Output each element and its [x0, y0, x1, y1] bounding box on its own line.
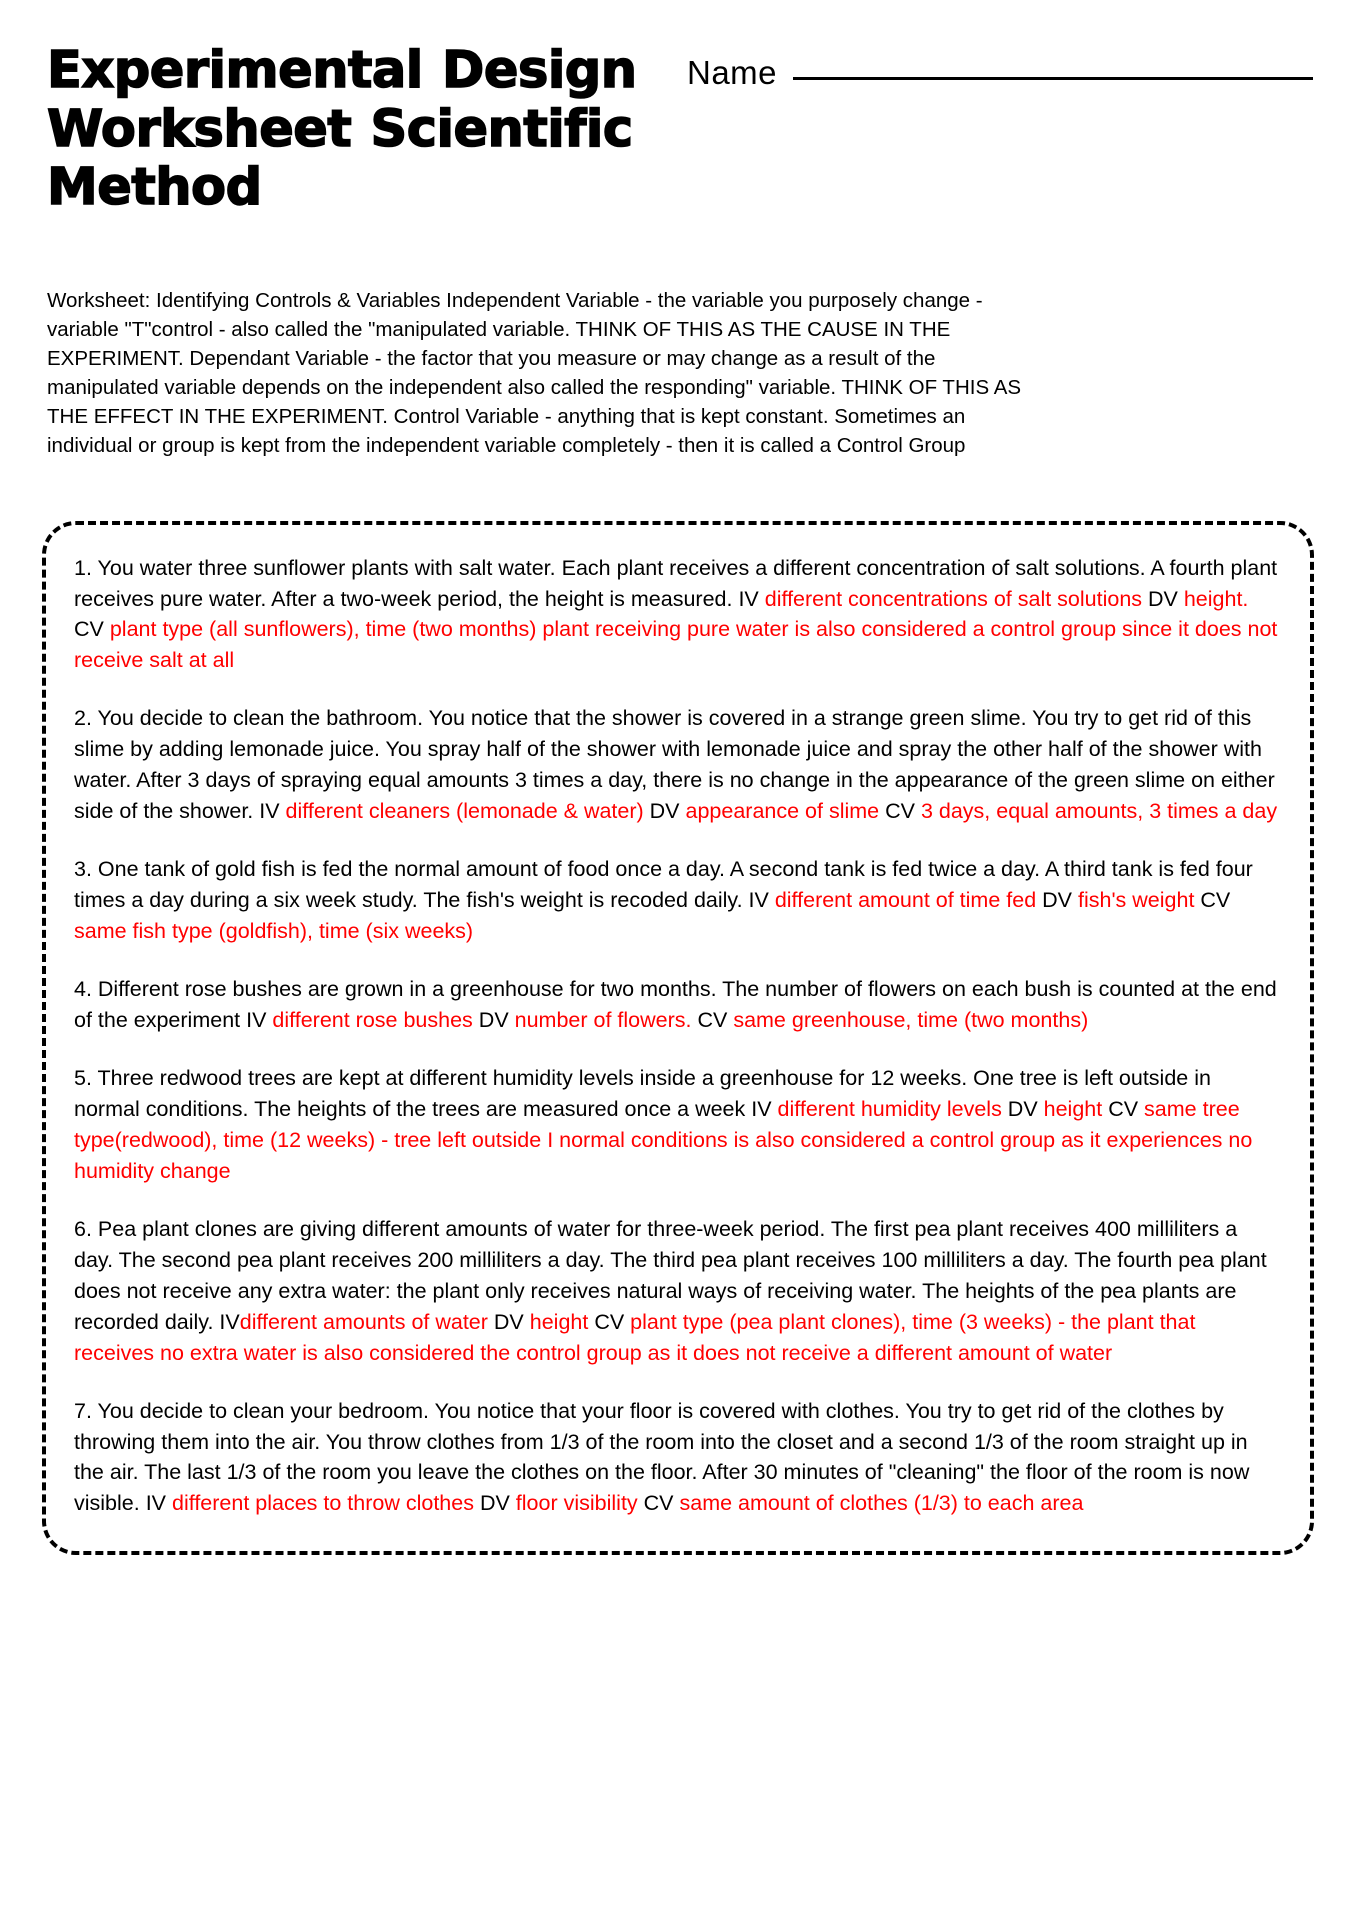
cv-answer: plant type (all sunflowers), time (two months) plant receiving pure water is also considered a control group since it does not receive salt at all [74, 617, 1278, 673]
question-item [74, 974, 1280, 1036]
dv-answer: fish's weight [1072, 888, 1201, 913]
cv-label: CV [74, 617, 104, 642]
question-prompt: 5. Three redwood trees are kept at different humidity levels inside a greenhouse for 12 weeks. One tree is left outside in normal conditions. The heights of the trees are measured once a week [74, 1065, 1211, 1121]
dv-answer: appearance of slime [679, 799, 886, 824]
question-item [74, 854, 1280, 947]
iv-label: IV [246, 1008, 267, 1033]
question-prompt: 6. Pea plant clones are giving different amounts of water for three-week period. The first pea plant receives 400 milliliters a day. The second pea plant receives 200 milliliters a day. The third pea plant receives 100 milliliters a day. The fourth pea plant does not receive any extra water: the plant only receives natural ways of receiving water. The heights of the pea plants are recorded daily. [74, 1216, 1267, 1334]
question-prompt: 1. You water three sunflower plants with salt water. Each plant receives a different concentration of salt solutions. A fourth plant receives pure water. After a two-week period, the height is measured. [74, 555, 1278, 611]
questions-dashed-box [42, 521, 1314, 1556]
question-item [74, 703, 1280, 827]
cv-answer: same greenhouse, time (two months) [727, 1008, 1089, 1033]
cv-answer: 3 days, equal amounts, 3 times a day [914, 799, 1278, 824]
iv-answer: different amounts of water [239, 1309, 494, 1334]
page-title: Experimental Design Worksheet Scientific Method [47, 41, 637, 218]
iv-label: IV [751, 1096, 772, 1121]
question-item [74, 1214, 1280, 1369]
intro-paragraph: Worksheet: Identifying Controls & Variables Independent Variable - the variable you purposely change - variable "T"control - also called the "manipulated variable. THINK OF THIS AS THE CAUSE IN THE EXPERIMENT. Dependant Variable - the factor that you measure or may change as a result of the manipulated variable depends on the independent also called the responding" variable. THINK OF THIS AS THE EFFECT IN THE EXPERIMENT. Control Variable - anything that is kept constant. Sometimes an individual or group is kept from the independent variable completely - then it is called a Control Group [47, 288, 1022, 458]
cv-answer: same tree type(redwood), time (12 weeks) - tree left outside I normal conditions is also considered a control group as it experiences no humidity change [74, 1096, 1253, 1183]
iv-label: IV [219, 1309, 240, 1334]
dv-label: DV [479, 1491, 510, 1516]
name-label: Name [687, 54, 778, 91]
iv-answer: different cleaners (lemonade & water) [279, 799, 650, 824]
cv-label: CV [885, 799, 915, 824]
cv-label: CV [643, 1491, 674, 1516]
iv-label: IV [748, 888, 769, 913]
dv-label: DV [1042, 888, 1073, 913]
iv-answer: different amount of time fed [768, 888, 1043, 913]
page-header [0, 0, 1358, 218]
dv-label: DV [493, 1309, 524, 1334]
iv-answer: different concentrations of salt solutions [758, 586, 1148, 611]
cv-answer: same fish type (goldfish), time (six weeks) [74, 919, 474, 944]
question-prompt: 3. One tank of gold fish is fed the normal amount of food once a day. A second tank is fed twice a day. A third tank is fed four times a day during a six week study. The fish's weight is recoded daily. [74, 857, 1253, 913]
dv-label: DV [478, 1008, 509, 1033]
dv-answer: height [523, 1309, 595, 1334]
name-input-line[interactable] [793, 77, 1313, 80]
iv-answer: different rose bushes [266, 1008, 479, 1033]
question-item [74, 1396, 1280, 1520]
cv-answer: same amount of clothes (1/3) to each area [673, 1491, 1084, 1516]
cv-label: CV [594, 1309, 625, 1334]
cv-label: CV [1200, 888, 1231, 913]
iv-answer: different places to throw clothes [166, 1491, 480, 1516]
iv-label: IV [738, 586, 759, 611]
cv-label: CV [697, 1008, 728, 1033]
name-field-group [687, 42, 1318, 92]
dv-answer: floor visibility [509, 1491, 644, 1516]
question-prompt: 7. You decide to clean your bedroom. You notice that your floor is covered with clothes. You try to get rid of the clothes by throwing them into the air. You throw clothes from 1/3 of the room into the closet and a second 1/3 of the room straight up in the air. The last 1/3 of the room you leave the clothes on the floor. After 30 minutes of "cleaning" the floor of the room is now visible. [74, 1398, 1250, 1516]
question-item [74, 1063, 1280, 1187]
dv-label: DV [649, 799, 680, 824]
dv-label: DV [1007, 1096, 1038, 1121]
question-prompt: 4. Different rose bushes are grown in a greenhouse for two months. The number of flowers on each bush is counted at the end of the experiment [74, 977, 1277, 1033]
dv-label: DV [1148, 586, 1178, 611]
dv-answer: height [1037, 1096, 1109, 1121]
cv-answer: plant type (pea plant clones), time (3 weeks) - the plant that receives no extra water is also considered the control group as it does not receive a different amount of water [74, 1309, 1196, 1365]
question-item [74, 553, 1280, 677]
dv-answer: height. [1177, 586, 1249, 611]
title-block [47, 42, 687, 218]
iv-label: IV [259, 799, 280, 824]
iv-label: IV [145, 1491, 167, 1516]
iv-answer: different humidity levels [771, 1096, 1008, 1121]
cv-label: CV [1108, 1096, 1139, 1121]
question-prompt: 2. You decide to clean the bathroom. You notice that the shower is covered in a strange green slime. You try to get rid of this slime by adding lemonade juice. You spray half of the shower with lemonade juice and spray the other half of the shower with water. After 3 days of spraying equal amounts 3 times a day, there is no change in the appearance of the green slime on either side of the shower. [74, 706, 1275, 824]
dv-answer: number of flowers. [508, 1008, 698, 1033]
